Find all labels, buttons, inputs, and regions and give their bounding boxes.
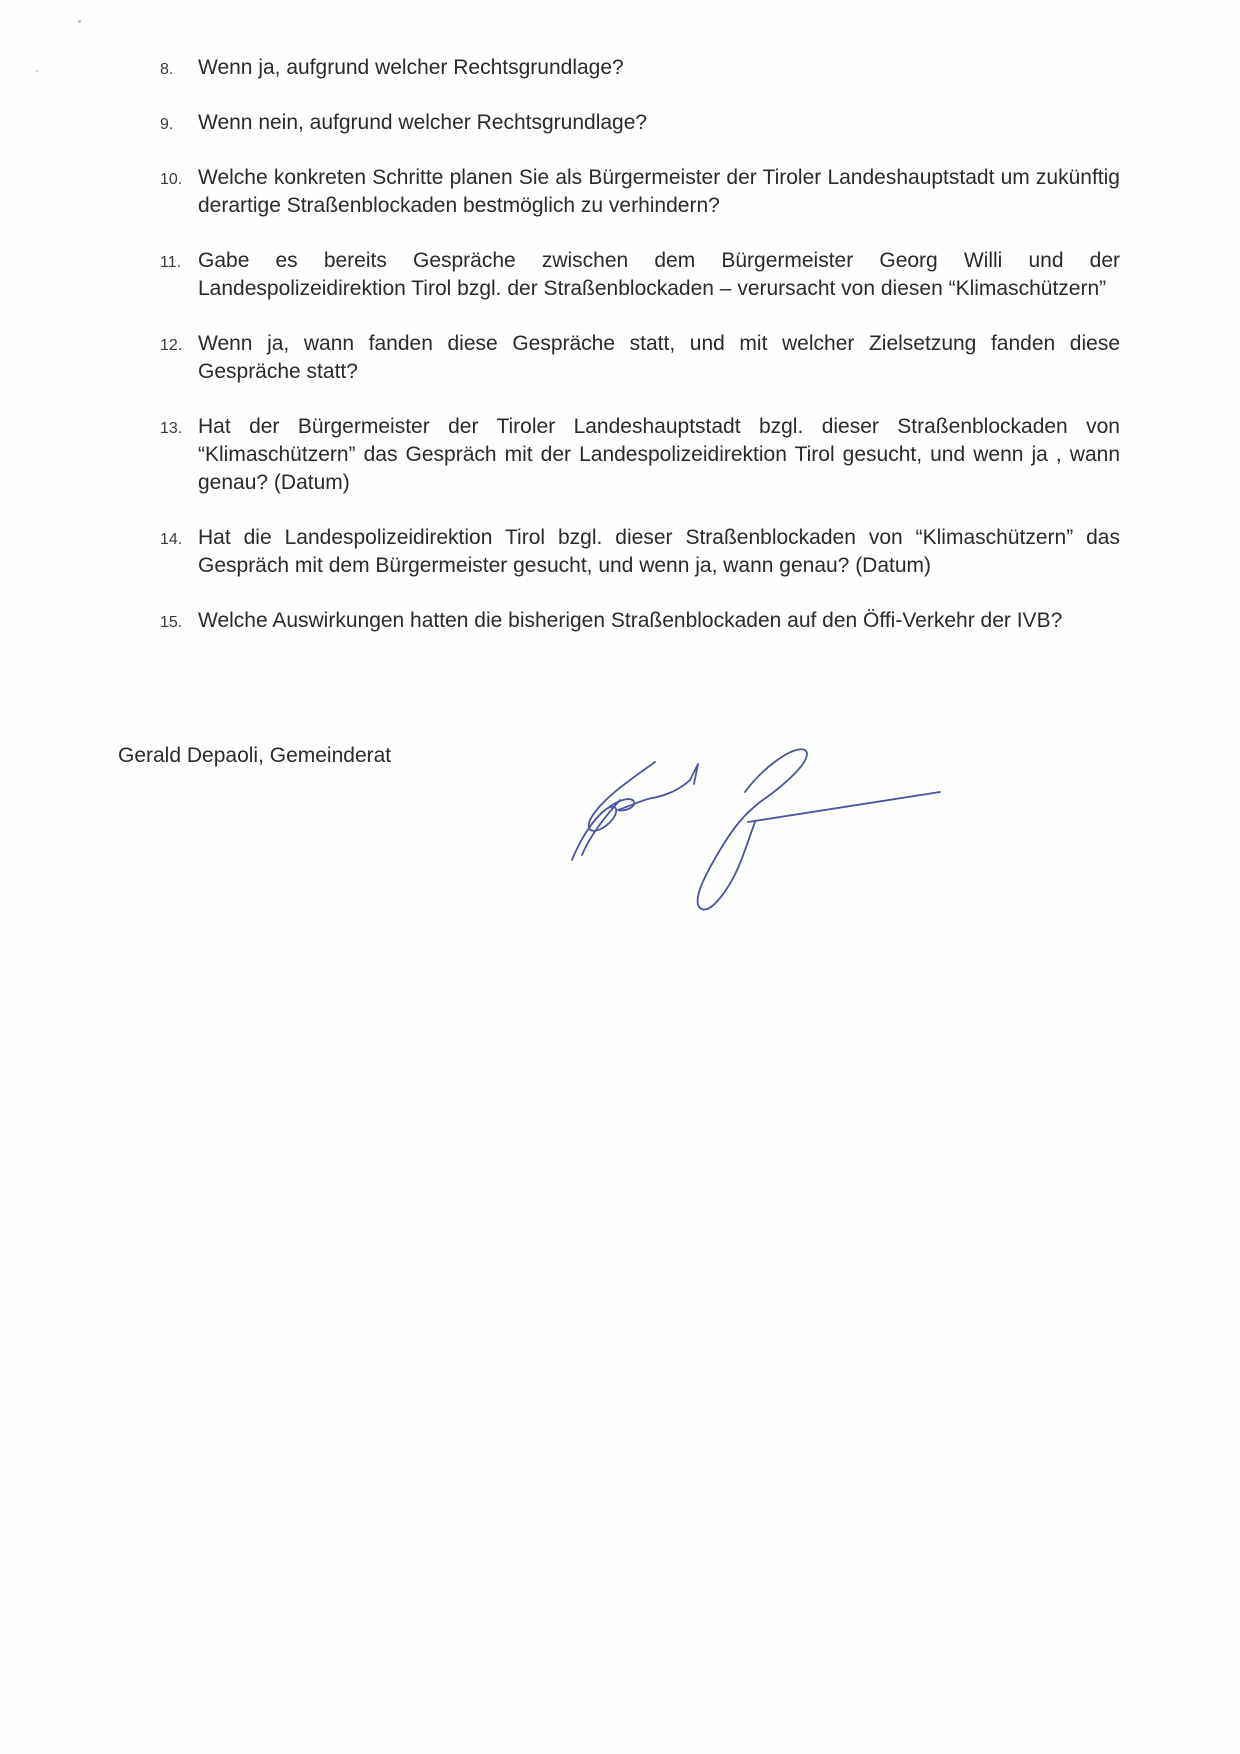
signer-name: Gerald Depaoli, Gemeinderat bbox=[118, 744, 392, 767]
question-item bbox=[160, 164, 1120, 220]
signature-stroke bbox=[698, 749, 807, 909]
question-number: 11. bbox=[160, 254, 182, 271]
question-text: Wenn nein, aufgrund welcher Rechtsgrundlage? bbox=[198, 111, 648, 134]
signature-stroke bbox=[608, 780, 690, 811]
signature-stroke bbox=[748, 792, 940, 822]
scan-speck bbox=[78, 20, 81, 23]
question-text: Wenn ja, aufgrund welcher Rechtsgrundlage? bbox=[198, 56, 624, 79]
question-item bbox=[160, 54, 1120, 82]
signature-stroke bbox=[582, 800, 620, 855]
question-number: 10. bbox=[160, 171, 183, 188]
question-item bbox=[160, 413, 1120, 497]
scan-speck bbox=[36, 70, 38, 72]
question-item bbox=[160, 247, 1120, 303]
question-text: Hat die Landespolizeidirektion Tirol bzgl. dieser Straßenblockaden von “Klimaschützern” das Gespräch mit dem Bürgermeister gesucht, und wenn ja, wann genau? (Datum) bbox=[198, 526, 1120, 577]
question-number: 8. bbox=[160, 61, 174, 78]
question-number: 12. bbox=[160, 337, 183, 354]
question-number: 14. bbox=[160, 531, 183, 548]
question-list bbox=[160, 54, 1120, 662]
signature-stroke bbox=[572, 762, 655, 860]
handwritten-signature bbox=[560, 740, 950, 930]
question-item bbox=[160, 524, 1120, 580]
question-text: Hat der Bürgermeister der Tiroler Landeshauptstadt bzgl. dieser Straßenblockaden von “Klimaschützern” das Gespräch mit der Landespolizeidirektion Tirol gesucht, und wenn ja , wann genau? (Datum) bbox=[198, 415, 1120, 494]
question-text: Gabe es bereits Gespräche zwischen dem Bürgermeister Georg Willi und der Landespolizeidirektion Tirol bzgl. der Straßenblockaden – verursacht von diesen “Klimaschützern” bbox=[198, 249, 1120, 300]
question-text: Welche konkreten Schritte planen Sie als Bürgermeister der Tiroler Landeshauptstadt um zukünftig derartige Straßenblockaden bestmöglich zu verhindern? bbox=[198, 166, 1120, 217]
question-text: Welche Auswirkungen hatten die bisherigen Straßenblockaden auf den Öffi-Verkehr der IVB? bbox=[198, 609, 1063, 632]
question-number: 9. bbox=[160, 116, 174, 133]
question-number: 13. bbox=[160, 420, 183, 437]
question-item bbox=[160, 330, 1120, 386]
question-item bbox=[160, 109, 1120, 137]
question-item bbox=[160, 607, 1120, 635]
question-text: Wenn ja, wann fanden diese Gespräche statt, und mit welcher Zielsetzung fanden diese Gespräche statt? bbox=[198, 332, 1120, 383]
question-number: 15. bbox=[160, 614, 183, 631]
signature-stroke bbox=[690, 764, 698, 784]
